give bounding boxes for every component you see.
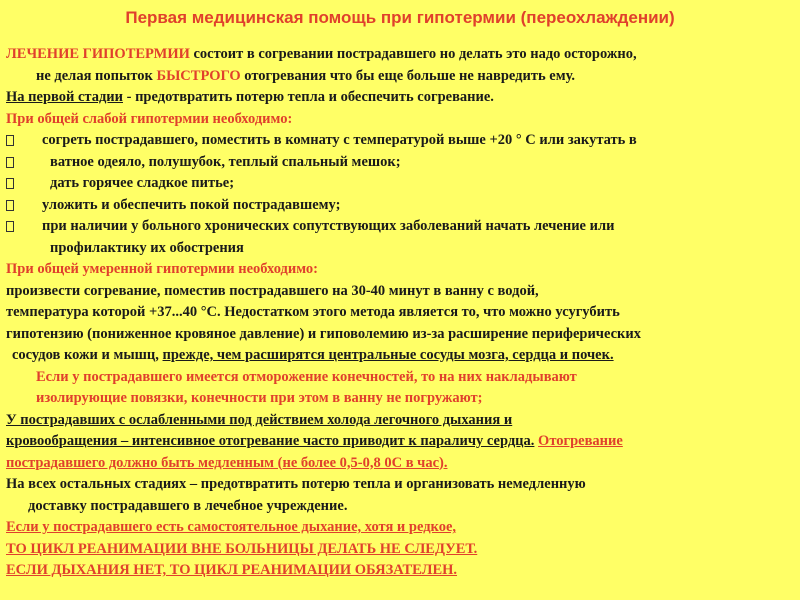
bullet-square-icon <box>6 157 14 168</box>
frostbite-line-1: Если у пострадавшего имеется отморожение конечностей, то на них накладывают <box>36 368 577 385</box>
moderate-text-underlined: прежде, чем расширятся центральные сосуды мозга, сердца и почек. <box>162 347 614 363</box>
weak-patients-line-1: У пострадавших с ослабленными под действием холода легочного дыхания и <box>6 411 513 428</box>
warming-emphasis: Отогревание <box>538 433 623 449</box>
list-item-continuation: профилактику их обострения <box>50 239 244 256</box>
document-body <box>6 44 796 582</box>
list-item-text: дать горячее сладкое питье; <box>50 175 235 191</box>
mild-hypothermia-heading: При общей слабой гипотермии необходимо: <box>6 110 293 127</box>
weak-patients-line-2 <box>6 431 796 453</box>
weak-patients-underlined: кровообращения – интенсивное отогревание часто приводит к параличу сердца. <box>6 433 535 449</box>
frostbite-line-2: изолирующие повязки, конечности при этом в ванну не погружают; <box>36 390 483 406</box>
moderate-text-line-3: гипотензию (пониженное кровяное давление) и гиповолемию из-за расширение периферических <box>6 325 641 342</box>
other-stages-line-1: На всех остальных стадиях – предотвратить потерю тепла и организовать немедленную <box>6 476 586 492</box>
first-stage-text: - предотвратить потерю тепла и обеспечить согревание. <box>123 89 494 105</box>
final-note-line-1: Если у пострадавшего есть самостоятельное дыхание, хотя и редкое, <box>6 519 457 535</box>
treatment-heading: ЛЕЧЕНИЕ ГИПОТЕРМИИ <box>6 46 190 62</box>
first-stage-line <box>6 87 796 109</box>
bullet-square-icon <box>6 200 14 211</box>
list-item-text: уложить и обеспечить покой пострадавшему; <box>42 196 341 213</box>
treatment-text-b: отогревания что бы еще больше не навредить ему. <box>240 67 576 84</box>
moderate-text-line-4 <box>6 345 796 367</box>
first-stage-label: На первой стадии <box>6 89 123 105</box>
list-item <box>6 130 796 152</box>
bullet-square-icon <box>6 221 14 232</box>
weak-patients-line-3: пострадавшего должно быть медленным (не более 0,5-0,8 0С в час). <box>6 454 448 471</box>
list-item <box>6 195 796 217</box>
bullet-square-icon <box>6 135 14 146</box>
final-note-line-3: ЕСЛИ ДЫХАНИЯ НЕТ, ТО ЦИКЛ РЕАНИМАЦИИ ОБЯЗАТЕЛЕН. <box>6 562 458 578</box>
treatment-text-a: не делая попыток <box>36 67 157 84</box>
list-item <box>6 152 796 174</box>
list-item <box>6 216 796 238</box>
list-item-text: согреть пострадавшего, поместить в комнату с температурой выше +20 ° С или закутать в <box>42 132 637 148</box>
list-item <box>6 173 796 195</box>
list-item-text: при наличии у больного хронических сопутствующих заболеваний начать лечение или <box>42 218 615 234</box>
bullet-square-icon <box>6 178 14 189</box>
page-title: Первая медицинская помощь при гипотермии (переохлаждении) <box>125 8 675 27</box>
moderate-text-line-1: произвести согревание, поместив пострадавшего на 30-40 минут в ванну с водой, <box>6 282 539 299</box>
other-stages-line-2: доставку пострадавшего в лечебное учреждение. <box>28 497 348 514</box>
moderate-text-line-2: температура которой +37...40 °С. Недостатком этого метода является то, что можно усугубить <box>6 304 620 320</box>
final-note-line-2: ТО ЦИКЛ РЕАНИМАЦИИ ВНЕ БОЛЬНИЦЫ ДЕЛАТЬ НЕ СЛЕДУЕТ. <box>6 540 478 557</box>
moderate-hypothermia-heading: При общей умеренной гипотермии необходимо: <box>6 261 318 277</box>
treatment-intro-line-1 <box>6 44 796 66</box>
list-item-text: ватное одеяло, полушубок, теплый спальный мешок; <box>50 153 401 170</box>
treatment-intro-line-2 <box>6 66 796 88</box>
fast-emphasis: БЫСТРОГО <box>156 67 241 84</box>
treatment-text: состоит в согревании пострадавшего но делать это надо осторожно, <box>189 46 637 62</box>
moderate-text-a: сосудов кожи и мышц, <box>12 347 163 363</box>
